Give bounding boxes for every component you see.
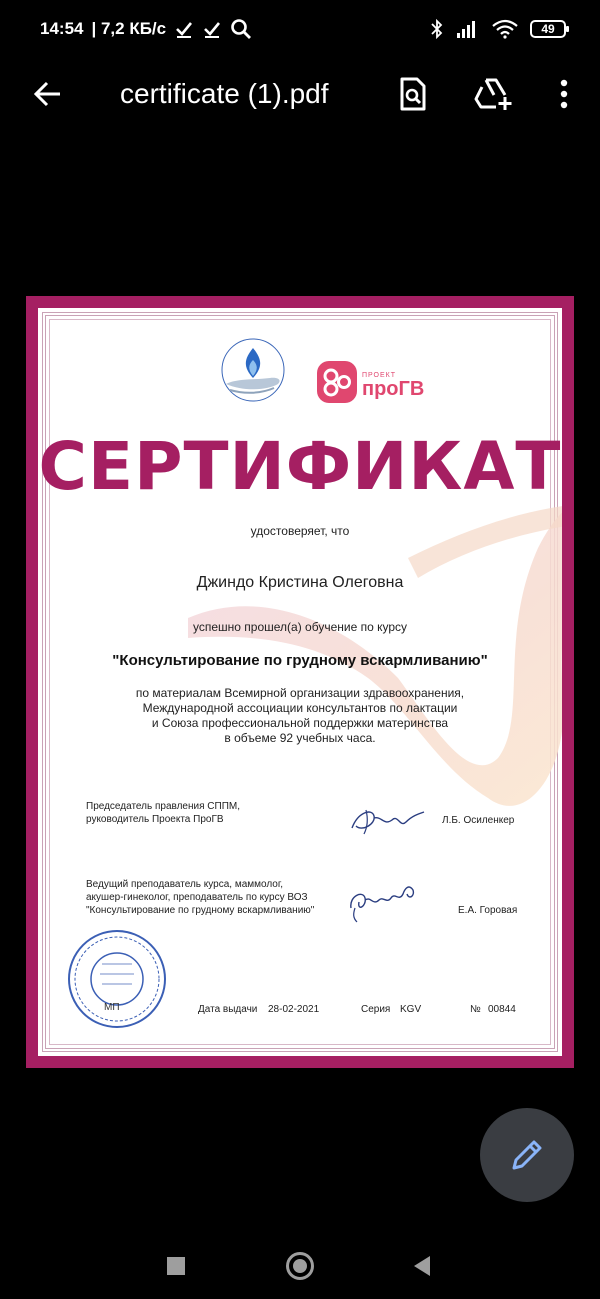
series-label: Серия <box>361 1004 391 1015</box>
progv-logo-mark <box>316 360 358 404</box>
signatory1-role-line: руководитель Проекта ПроГВ <box>86 814 224 825</box>
issue-date: 28-02-2021 <box>268 1004 320 1015</box>
signatory1-name: Л.Б. Осиленкер <box>442 815 515 826</box>
person-name: Джиндо Кристина Олеговна <box>196 574 404 591</box>
signatory1-role-line: Председатель правления СППМ, <box>86 801 240 812</box>
find-in-document-button[interactable] <box>391 72 435 116</box>
progv-logo-small: ПРОЕКТ <box>362 372 397 379</box>
materials-line: и Союза профессиональной поддержки материнства <box>151 716 449 730</box>
union-logo <box>214 334 292 406</box>
materials-line: в объеме 92 учебных часа. <box>224 731 376 745</box>
materials-text <box>38 686 562 746</box>
series-value: KGV <box>400 1004 422 1015</box>
certifies-text: удостоверяет, что <box>250 524 350 538</box>
progv-logo-big: проГВ <box>362 378 425 400</box>
certificate-heading: СЕРТИФИКАТ <box>38 428 562 505</box>
signatory2-role-line: акушер-гинеколог, преподаватель по курсу ВОЗ <box>86 892 308 903</box>
edit-pencil-icon <box>510 1138 544 1172</box>
back-arrow-icon <box>33 79 63 109</box>
more-vert-icon <box>559 78 569 110</box>
status-right <box>430 16 566 42</box>
number-value: 00844 <box>488 1004 516 1015</box>
home-button[interactable] <box>282 1248 318 1284</box>
certificate-paper <box>38 308 562 1056</box>
battery-level: 49 <box>541 22 555 36</box>
signal-icon <box>456 19 480 39</box>
add-to-drive-icon <box>474 77 514 111</box>
add-to-drive-button[interactable] <box>472 72 516 116</box>
completed-text: успешно прошел(а) обучение по курсу <box>192 620 408 634</box>
battery-icon <box>530 20 566 38</box>
signatory2-role-line: Ведущий преподаватель курса, маммолог, <box>86 879 284 890</box>
more-options-button[interactable] <box>542 72 586 116</box>
edit-button[interactable] <box>480 1108 574 1202</box>
bluetooth-icon <box>430 18 444 40</box>
materials-line: по материалам Всемирной организации здравоохранения, <box>135 686 465 700</box>
find-in-document-icon <box>398 77 428 111</box>
check-icon <box>174 19 194 39</box>
network-speed: | 7,2 КБ/с <box>91 19 167 38</box>
back-triangle-icon <box>412 1255 432 1277</box>
home-circle-icon <box>285 1251 315 1281</box>
file-title: certificate (1).pdf <box>120 78 329 109</box>
navigation-bar <box>0 1232 600 1299</box>
status-bar <box>0 0 600 58</box>
search-icon <box>230 18 252 40</box>
check-icon <box>202 19 222 39</box>
stamp-label: МП <box>104 1002 120 1013</box>
signatory1-role <box>86 800 240 826</box>
back-button[interactable] <box>28 74 68 114</box>
ribbon-decoration <box>168 468 562 828</box>
status-left <box>40 17 252 41</box>
course-title: "Консультирование по грудному вскармливанию" <box>112 652 488 669</box>
issue-date-label: Дата выдачи <box>198 1004 258 1015</box>
wifi-icon <box>492 19 518 39</box>
back-nav-button[interactable] <box>404 1248 440 1284</box>
union-logo-text <box>198 308 199 309</box>
signatory2-name: Е.А. Горовая <box>458 905 518 916</box>
pdf-page[interactable] <box>26 296 574 1068</box>
recents-button[interactable] <box>158 1248 194 1284</box>
recents-square-icon <box>166 1256 186 1276</box>
number-label: № <box>470 1004 481 1015</box>
signature1-icon <box>348 802 428 838</box>
stamp-icon <box>66 928 168 1030</box>
signature2-icon <box>343 878 423 924</box>
app-bar <box>0 58 600 130</box>
clock: 14:54 <box>40 19 84 38</box>
materials-line: Международной ассоциации консультантов по лактации <box>142 701 458 715</box>
signatory2-role-line: "Консультирование по грудному вскармливанию" <box>86 905 315 916</box>
signatory2-role <box>86 878 314 917</box>
